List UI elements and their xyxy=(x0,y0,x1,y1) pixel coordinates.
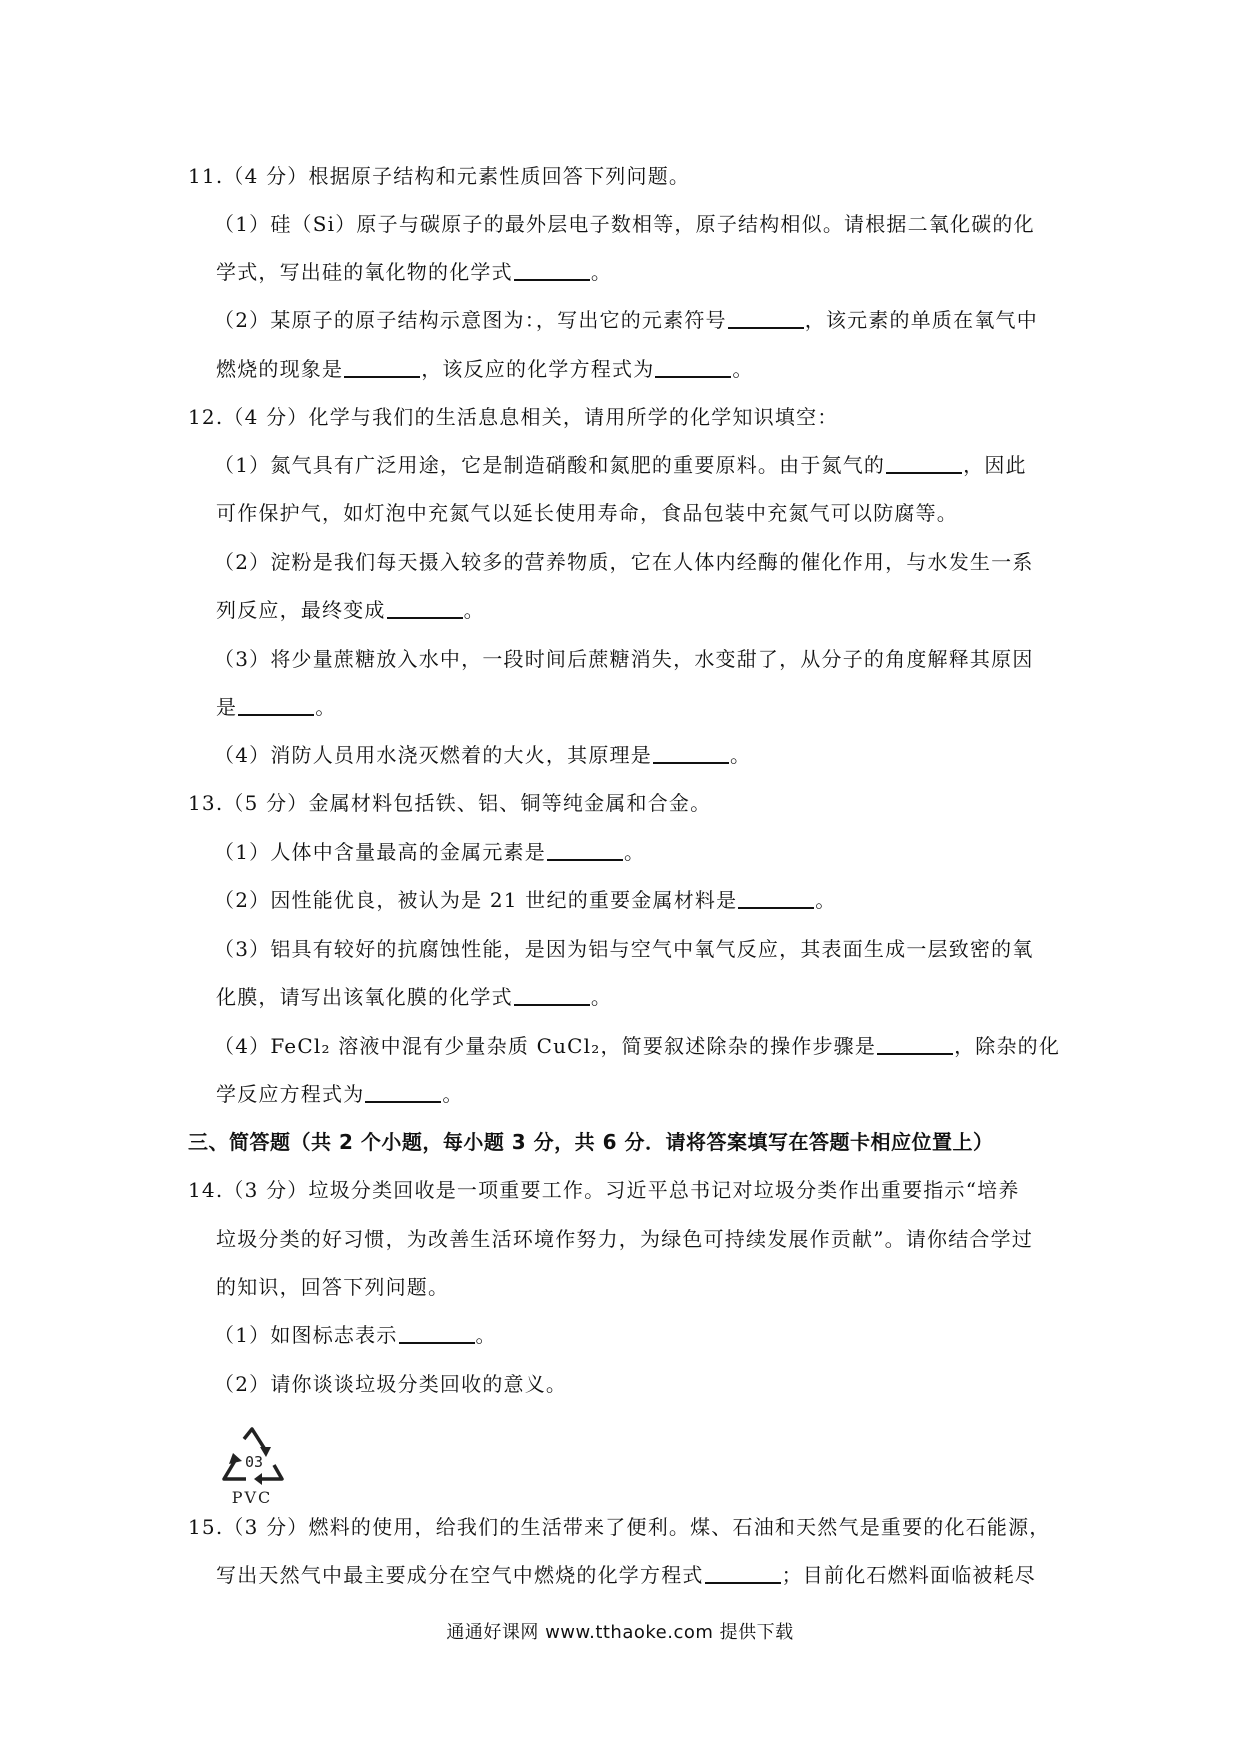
q11-part2-line2: 燃烧的现象是 ，该反应的化学方程式为 。 xyxy=(216,357,754,381)
q13-part4-line1: （4）FeCl₂ 溶液中混有少量杂质 CuCl₂，简要叙述除杂的操作步骤是 ，除杂的化 xyxy=(214,1034,1061,1058)
q12-part2-line1: （2）淀粉是我们每天摄入较多的营养物质，它在人体内经酶的催化作用，与水发生一系 xyxy=(214,550,1034,574)
answer-blank xyxy=(877,1033,953,1055)
q12-part3-line1: （3）将少量蔗糖放入水中，一段时间后蔗糖消失，水变甜了，从分子的角度解释其原因 xyxy=(214,647,1034,671)
q14-line2: 垃圾分类的好习惯，为改善生活环境作努力，为绿色可持续发展作贡献”。请你结合学过 xyxy=(216,1227,1034,1251)
q11-part1-line2: 学式，写出硅的氧化物的化学式 。 xyxy=(216,260,613,284)
answer-blank xyxy=(705,1562,781,1584)
answer-blank xyxy=(387,597,463,619)
q15-line2: 写出天然气中最主要成分在空气中燃烧的化学方程式 ；目前化石燃料面临被耗尽 xyxy=(216,1563,1037,1587)
answer-blank xyxy=(728,307,804,329)
answer-blank xyxy=(514,984,590,1006)
q12-part1-line1: （1）氮气具有广泛用途，它是制造硝酸和氮肥的重要原料。由于氮气的 ，因此 xyxy=(214,453,1027,477)
q15-heading: 15.（3 分）燃料的使用，给我们的生活带来了便利。煤、石油和天然气是重要的化石能源， xyxy=(188,1515,1051,1539)
page-footer: 通通好课网 www.tthaoke.com 提供下载 xyxy=(446,1622,794,1643)
answer-blank xyxy=(886,452,962,474)
q12-part2-line2: 列反应，最终变成 。 xyxy=(216,598,485,622)
answer-blank xyxy=(365,1081,441,1103)
answer-blank xyxy=(238,694,314,716)
q12-part1-line2: 可作保护气，如灯泡中充氮气以延长使用寿命，食品包装中充氮气可以防腐等。 xyxy=(216,501,958,525)
q14-line3: 的知识，回答下列问题。 xyxy=(216,1275,450,1299)
q14-heading: 14.（3 分）垃圾分类回收是一项重要工作。习近平总书记对垃圾分类作出重要指示“培养 xyxy=(188,1178,1020,1202)
q14-part1: （1）如图标志表示 。 xyxy=(214,1323,497,1347)
answer-blank xyxy=(655,356,731,378)
q11-part2-line1: （2）某原子的原子结构示意图为：，写出它的元素符号 ，该元素的单质在氧气中 xyxy=(214,308,1038,332)
recycle-pvc-icon xyxy=(214,1425,296,1507)
answer-blank xyxy=(344,356,420,378)
q13-part3-line2: 化膜，请写出该氧化膜的化学式 。 xyxy=(216,985,613,1009)
answer-blank xyxy=(738,887,814,909)
q13-part1: （1）人体中含量最高的金属元素是 。 xyxy=(214,840,646,864)
answer-blank xyxy=(547,839,623,861)
q13-part4-line2: 学反应方程式为 。 xyxy=(216,1082,464,1106)
answer-blank xyxy=(514,259,590,281)
q12-heading: 12.（4 分）化学与我们的生活息息相关，请用所学的化学知识填空： xyxy=(188,405,839,429)
q13-part2: （2）因性能优良，被认为是 21 世纪的重要金属材料是 。 xyxy=(214,888,837,912)
q11-part1-line1: （1）硅（Si）原子与碳原子的最外层电子数相等，原子结构相似。请根据二氧化碳的化 xyxy=(214,212,1035,236)
q14-part2: （2）请你谈谈垃圾分类回收的意义。 xyxy=(214,1372,568,1396)
answer-blank xyxy=(653,742,729,764)
recycle-number: 03 xyxy=(244,1453,264,1471)
q13-part3-line1: （3）铝具有较好的抗腐蚀性能，是因为铝与空气中氧气反应，其表面生成一层致密的氧 xyxy=(214,937,1034,961)
answer-blank xyxy=(399,1322,475,1344)
q12-part3-line2: 是 。 xyxy=(216,695,337,719)
q13-heading: 13.（5 分）金属材料包括铁、铝、铜等纯金属和合金。 xyxy=(188,791,712,815)
q12-part4: （4）消防人员用水浇灭燃着的大火，其原理是 。 xyxy=(214,743,752,767)
q11-heading: 11.（4 分）根据原子结构和元素性质回答下列问题。 xyxy=(188,164,691,188)
section-heading: 三、简答题（共 2 个小题，每小题 3 分，共 6 分．请将答案填写在答题卡相应位置上） xyxy=(188,1130,994,1154)
recycle-label: PVC xyxy=(231,1488,273,1507)
